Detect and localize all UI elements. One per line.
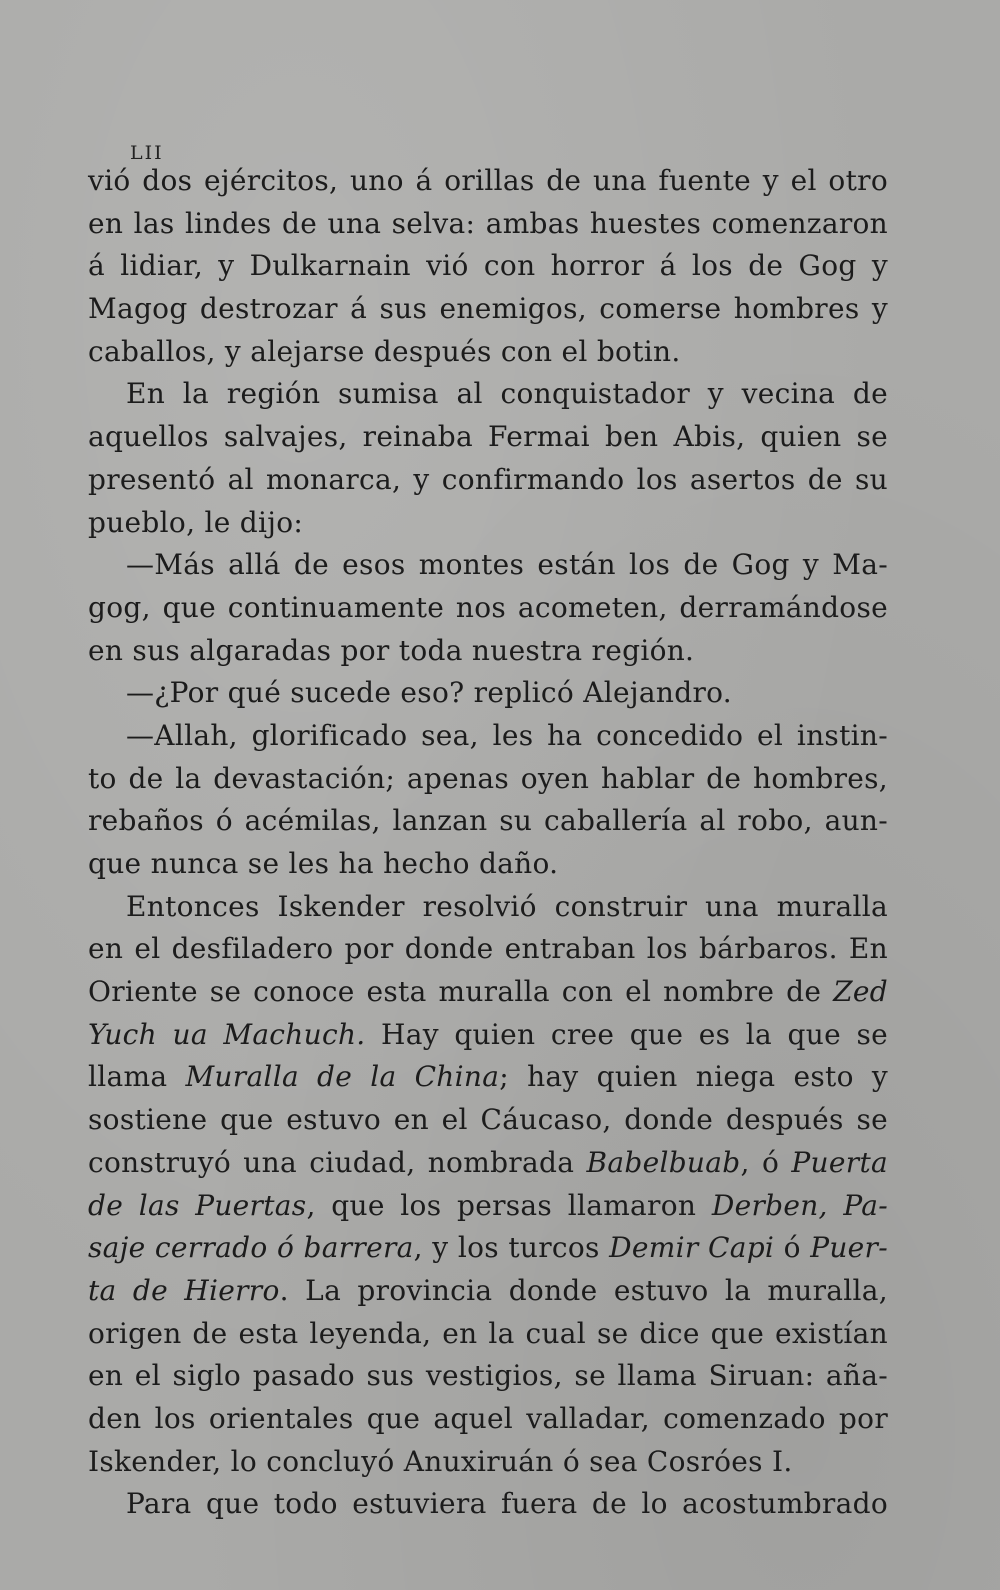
- text-segment: pueblo, le dijo:: [88, 505, 304, 539]
- text-line: [88, 1441, 888, 1484]
- text-segment: aquellos salvajes, reinaba Fermai ben Abis, quien se: [88, 420, 888, 454]
- text-segment: gog, que continuamente nos acometen, derramándose: [88, 590, 888, 624]
- text-segment: ó: [774, 1231, 811, 1265]
- text-line: [88, 288, 888, 331]
- text-line: [88, 331, 888, 374]
- text-line: [88, 416, 888, 459]
- text-line: [88, 502, 888, 545]
- text-segment: en el siglo pasado sus vestigios, se llama Siruan: aña-: [88, 1359, 888, 1393]
- text-line: [88, 630, 888, 673]
- text-line: [88, 373, 888, 416]
- italic-text-segment: Puerta: [791, 1145, 888, 1179]
- text-line: [88, 843, 888, 886]
- text-segment: á lidiar, y Dulkarnain vió con horror á los de Gog y: [88, 249, 888, 283]
- text-segment: en sus algaradas por toda nuestra región.: [88, 633, 695, 667]
- italic-text-segment: Muralla de la China: [185, 1060, 500, 1094]
- text-line: [88, 544, 888, 587]
- text-segment: presentó al monarca, y confirmando los asertos de su: [88, 462, 888, 496]
- text-segment: , que los persas llamaron: [306, 1188, 712, 1222]
- text-segment: sostiene que estuvo en el Cáucaso, donde después se: [88, 1103, 888, 1137]
- text-segment: ; hay quien niega esto y: [499, 1060, 888, 1094]
- text-line: [88, 1185, 888, 1228]
- text-segment: llama: [88, 1060, 186, 1094]
- text-line: [88, 800, 888, 843]
- text-line: [88, 245, 888, 288]
- text-segment: den los orientales que aquel valladar, comenzado por: [88, 1401, 888, 1435]
- text-line: [88, 928, 888, 971]
- text-segment: origen de esta leyenda, en la cual se dice que existían: [88, 1316, 888, 1350]
- text-segment: caballos, y alejarse después con el botin.: [88, 334, 681, 368]
- text-segment: Entonces Iskender resolvió construir una muralla: [126, 889, 888, 923]
- text-segment: —Allah, glorificado sea, les ha concedido el instin-: [126, 718, 888, 752]
- italic-text-segment: Zed: [833, 975, 888, 1009]
- italic-text-segment: Demir Capi: [609, 1231, 775, 1265]
- text-segment: —¿Por qué sucede eso? replicó Alejandro.: [126, 676, 733, 710]
- body-text: [88, 160, 888, 1526]
- italic-text-segment: Derben, Pa-: [711, 1188, 888, 1222]
- text-segment: , y los turcos: [413, 1231, 610, 1265]
- text-line: [88, 1014, 888, 1057]
- text-line: [88, 971, 888, 1014]
- text-line: [88, 587, 888, 630]
- text-segment: rebaños ó acémilas, lanzan su caballería al robo, aun-: [88, 804, 888, 838]
- italic-text-segment: Babelbuab: [586, 1145, 741, 1179]
- text-line: [88, 1483, 888, 1526]
- text-segment: to de la devastación; apenas oyen hablar de hombres,: [88, 761, 888, 795]
- text-line: [88, 160, 888, 203]
- text-line: [88, 1099, 888, 1142]
- text-line: [88, 203, 888, 246]
- italic-text-segment: ta de Hierro: [88, 1273, 280, 1307]
- text-segment: Iskender, lo concluyó Anuxiruán ó sea Cosróes I.: [88, 1444, 793, 1478]
- text-line: [88, 1313, 888, 1356]
- text-line: [88, 1270, 888, 1313]
- text-line: [88, 1355, 888, 1398]
- text-segment: en las lindes de una selva: ambas huestes comenzaron: [88, 206, 888, 240]
- text-segment: Para que todo estuviera fuera de lo acostumbrado: [126, 1487, 888, 1521]
- text-line: [88, 1227, 888, 1270]
- text-line: [88, 758, 888, 801]
- text-line: [88, 1398, 888, 1441]
- italic-text-segment: de las Puertas: [88, 1188, 307, 1222]
- text-line: [88, 672, 888, 715]
- text-line: [88, 886, 888, 929]
- text-segment: vió dos ejércitos, uno á orillas de una fuente y el otro: [88, 164, 888, 197]
- italic-text-segment: Yuch ua Machuch.: [88, 1017, 366, 1051]
- text-segment: Oriente se conoce esta muralla con el nombre de: [88, 975, 834, 1009]
- italic-text-segment: saje cerrado ó barrera: [88, 1231, 414, 1265]
- text-line: [88, 459, 888, 502]
- text-segment: En la región sumisa al conquistador y vecina de: [126, 377, 888, 411]
- text-segment: , ó: [740, 1145, 792, 1179]
- italic-text-segment: Puer-: [810, 1231, 888, 1265]
- text-segment: —Más allá de esos montes están los de Gog y Ma-: [126, 548, 888, 582]
- text-segment: construyó una ciudad, nombrada: [88, 1145, 587, 1179]
- text-line: [88, 1056, 888, 1099]
- text-segment: . La provincia donde estuvo la muralla,: [279, 1273, 888, 1307]
- text-segment: que nunca se les ha hecho daño.: [88, 847, 559, 880]
- text-line: [88, 715, 888, 758]
- text-segment: Magog destrozar á sus enemigos, comerse hombres y: [88, 292, 888, 326]
- text-segment: Hay quien cree que es la que se: [365, 1017, 888, 1051]
- text-line: [88, 1142, 888, 1185]
- text-segment: en el desfiladero por donde entraban los bárbaros. En: [88, 932, 888, 966]
- page-number: LII: [130, 142, 164, 164]
